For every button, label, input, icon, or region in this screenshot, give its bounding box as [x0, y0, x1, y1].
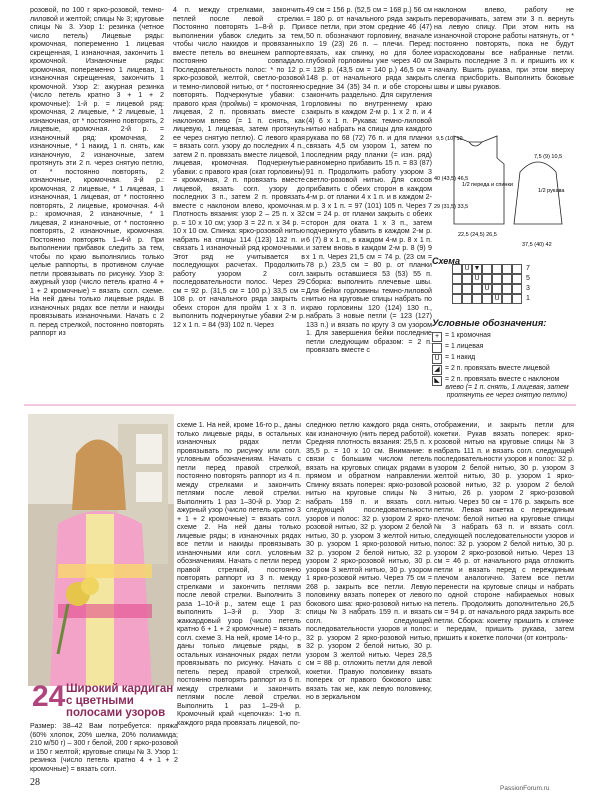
watermark: PassionForum.ru	[500, 785, 550, 792]
column-text: 4 п. между стрелками, закончить петлей после левой стрелки. Постоянно повторять 1–8-й р. При выполнении убавок следить за тем, чтобы число накидов и провязанных вместе петель во внешнем раппорте постоянно совпадало. Последовательность полос: * по 12 р. ярко-розовой, желтой, светло-розовой и темно-лиловой нитью, от * постоянно повторять. Подчеркнутые убавки: с правого края (проймы) = кромочная, 1 лицевая, 2 п. провязать вместе с наклоном влево (= 1 п. снять, как лицевую, 1 лицевая, затем протянуть ее через снятую петлю). С левого края = вязать согл. узору до последних 4 п., затем 2 п. провязать вместе лицевой, 1 лицевая, кромочная. Подчеркнутые убавки: с правого края (скат горловины) = кромочная, 2 п. провязать вместе лицевой, вязать согл. узору до последних 3 п., затем 2 п. провязать вместе с наклоном влево, кромочная. Плотность вязания: узор 2 – 25 п. x 32 р. = 10 x 10 см; узор 3 = 22 п. x 34 р. = 10 x 10 см. Спинка: ярко-розовой нитью набрать на спицы 114 (123) 132 п. и связать 1 изнаночный ряд кромочными. Этот ряд не учитывается в последующих расчетах. Продолжить работу узором 2 согл. последовательности полос. Через 29 см = 92 р. (31,5 см = 100 р.) 33,5 см = 108 р. от начального ряда закрыть с обеих сторон для пройм 1 x 3 п. и выполнить подчеркнутые убавки 2-м р. 12 x 1 п. = 84 (93) 102 п. Через	[173, 6, 305, 329]
row-number: 1	[526, 295, 530, 302]
legend-item	[432, 343, 582, 353]
column-text: 49 см = 156 р. (52,5 см = 168 р.) 56 см = 180 р. от начального ряда закрыть все петли, при этом средние 46 (47) 50 п. обозначают горловину, вначале по 19 (23) 26 п. – плечи. Перед: вязать, как спинку, но для более глубокой горловины уже через 40 см = 128 р. (43,5 см = 140 р.) 46,5 см = 148 р. от начального ряда закрыть средние 34 (35) 34 п. и обе стороны закончить раздельно. Для скругления горловины по внутреннему краю закрыть в каждом 2-м р. 1 x 2 п. и 4 (4) 6 x 1 п. Рукава: темно-лиловой нитью набрать на спицы для каждого рукава по 68 (72) 76 п. и для планки связать 4,5 см узором 1, затем по последним ряду планки (= изн. ряд) равномерно прибавить 15 п. = 83 (87) 91 п. Продолжить работу узором 3 светло-розовой нитью. Для скосов прибавить с обеих сторон в каждом 4-м р. от планки 4 x 1 п. и в каждом 2-м р. 3 x 1 п. = 97 (101) 105 п. Через 7 см = 24 р. от планки закрыть с обеих сторон для оката 1 x 3 п., затем подчеркнуто убавить в каждом 2-м р. 6 (7) 8 x 1 п., в каждом 4-м р. 8 x 1 п. и затем вновь в каждом 2-м р. 8 (9) 9 x 1 п. Через 21,5 см = 74 р. (23 см = 78 р.) 23,5 см = 80 р. от планки закрыть оставшиеся 53 (53) 55 п. Сборка: выполнить плечевые швы. Для бейки горловины темно-лиловой нитью на круговые спицы набрать по краю горловины 120 (124) 130 п., набрать 3 новые петли (= 123 (127) 133 п.) и вязать по кругу 3 см узором 1. Для завершения бейки последние петли следующим образом: = 2 п. провязать вместе с	[306, 6, 432, 354]
text-column-7	[434, 421, 574, 781]
text-column-5	[177, 421, 301, 781]
scheme-cell: ▼	[473, 265, 481, 272]
legend-text: = 2 п. провязать вместе с наклоном	[445, 376, 560, 383]
text-column-4	[434, 6, 574, 118]
legend-item	[432, 354, 582, 364]
column-text: следнюю петлю каждого ряда снять, как изнаночную (нить перед работой). Средняя плотность вязания: 25,5 п. x 35,5 р. = 10 x 10 см. Внимание: в связи с большим числом петель вязать на круговых спицах рядами в прямом и обратном направлении. Спинку вязать поперек: ярко-розовой нитью на круговые спицы № 3 набрать 159 п. и вязать согл. следующей последовательности узоров и полос: 32 р. узором 2 ярко-розовой нитью, 32 р. узором 2 белой нитью, 30 р. узором 3 желтой нитью, 30 р. узором 1 ярко-розовой нитью, 32 р. узором 2 белой нитью, 32 р. узором 2 ярко-розовой нитью, 30 р. узором 3 желтой нитью, 30 р. узором 1 ярко-розовой нитью. Через 75 см = 268 р. закрыть все петли. Левую половинку вязать поперек от левого бокового шва: ярко-розовой нитью на спицы № 3 набрать 159 п. и вязать согл. следующей последовательности узоров и полос: 32 р. узором 2 ярко-розовой нитью, 32 р. узором 2 белой нитью, 30 р. узором 3 желтой нитью. Через 28,5 см = 88 р. отложить петли для левой кокетки. Правую половинку вязать поперек от правого бокового шва: вязать так же, как левую половинку, но в зеркальном	[306, 421, 432, 701]
scheme-cell: U	[492, 294, 502, 304]
scheme-cell	[492, 274, 502, 284]
column-text: наклоном влево, работу не переворачивать, затем эти 3 п. вернуть на левую спицу. При этом нить на изнаночной стороне работы натянуть, от * постоянно повторять, пока не будут израсходованы все набранные петли. Закрыть последние 3 п. и пришить их к началу. Вшить рукава, при этом вверху слегка присборить. Выполнить боковые швы и швы рукавов.	[434, 6, 574, 91]
article-title: Широкий кардиган с цветными полосами узоров	[66, 683, 174, 719]
scheme-cell	[492, 284, 502, 294]
scheme-cell: U	[462, 264, 472, 274]
scheme-cell	[512, 284, 522, 294]
legend-text: = 2 п. провязать вместе лицевой	[445, 365, 550, 372]
scheme-title: Схема	[432, 256, 460, 266]
scheme-cell	[452, 264, 462, 274]
scheme-cell: U	[472, 274, 482, 284]
column-text: Размер: 38–42 Вам потребуется: пряжа (60% хлопок, 20% шелка, 20% полиамида; 210 м/50 г) – 300 г белой, 200 г ярко-розовой и 150 г желтой; круговые спицы № 3. Узор 1: резинка (число петель кратно 4 + 1 + 2 кромочные) = вязать согл.	[30, 722, 178, 773]
scheme-cell	[462, 274, 472, 284]
label-left-mid: 40 (43,5) 46,5	[434, 176, 469, 182]
label-widths: 22,5 (24,5) 26,5	[458, 232, 497, 238]
text-column-2	[173, 6, 305, 396]
scheme-cell	[512, 274, 522, 284]
scheme-cell	[462, 284, 472, 294]
knit-stitch-icon	[432, 343, 442, 353]
row-number: 7	[526, 265, 530, 272]
scheme-cell	[482, 274, 492, 284]
label-front: 1/2 переда и спинки	[462, 182, 513, 188]
scheme-cell	[502, 284, 512, 294]
scheme-cell	[482, 264, 492, 274]
column-text: схеме 1. На ней, кроме 16-го р., даны только лицевые ряды, в остальных изнаночных рядах петли провязывать по рисунку или согл. условным обозначениям. Начать с петли перед правой стрелкой, постоянно повторять раппорт из 4 п. между стрелками и закончить петлями после левой стрелки. Выполнить 1 раз 1–30-й р. Узор 2: ажурный узор (число петель кратно 3 + 1 + 2 кромочные) = вязать согл. схеме 2. На ней даны только лицевые ряды; в изнаночных рядах все петли и накиды провязывать изнаночными или согл. условным обозначениям. Начать с петли перед правой стрелкой, постоянно повторять раппорт из 3 п. между стрелками и закончить петлями после левой стрелки. Выполнить 3 раза 1–10-й р., затем еще 1 раз выполнить 1–3-й р. Узор 3: жаккардовый узор (число петель кратно 6 + 1 + 2 кромочные) = вязать согл. схеме 3. На ней, кроме 14-го р., даны только лицевые ряды, в остальных изнаночных рядах петли провязывать по рисунку. Начать с петель перед правой стрелкой, постоянно повторять раппорт из 6 п. между стрелками и закончить петлями после левой стрелки. Выполнить 1 раз 1–29-й р. Кромочный край «цепочка»: 1-ю п. каждого ряда провязать лицевой, по-	[177, 421, 301, 727]
scheme-cell	[462, 294, 472, 304]
scheme-cell	[452, 294, 462, 304]
k2tog-icon: ◢	[432, 365, 442, 375]
legend-title: Условные обозначения:	[432, 318, 547, 329]
scheme-cell	[502, 264, 512, 274]
scheme-cell	[452, 284, 462, 294]
scheme-cell	[512, 294, 522, 304]
text-column-3	[306, 6, 432, 396]
pattern-diagram	[434, 128, 582, 253]
legend	[432, 332, 582, 387]
legend-text: = 1 накид	[445, 354, 476, 361]
column-text: отображении, и закрыть петли для кокетки. Рукав вязать поперек: ярко-розовой нитью на круговые спицы № 3 набрать 111 п. и вязать согл. следующей последовательности узоров и полос: 32 р. узором 2 белой нитью, 30 р. узором 3 желтой нитью, 30 р. узором 1 ярко-розовой нитью, 32 р. узором 2 белой нитью, 26 р. узором 2 ярко-розовой нитью. Через 50 см = 176 р. закрыть все петли. Левая кокетка с переждиным плечом: белой нитью на круговые спицы № 3 набрать 63 п. и вязать согл. следующей последовательности узоров и полос: 32 р. узором 2 белой нитью, 30 р. узором 2 ярко-розовой нитью. Через 13 см = 46 р. от начального ряда отложить петли и вязать перед с переждиным плечом аналогично. Затем все петли перенести на круговые спицы и набрать по одной стороне набираемых новых петель. Продолжить дополнительно 26,5 см = 94 р. от начального ряда закрыть все петли. Сборка: кокетку пришить к спинке и передам, пришить рукава, затем пришить к кокетке полочки (от контроль-	[434, 421, 574, 642]
yarn-over-icon: U	[432, 354, 442, 364]
legend-item	[432, 332, 582, 342]
legend-text: = 1 кромочная	[445, 332, 491, 339]
scheme-cell	[502, 274, 512, 284]
text-column-1	[30, 6, 164, 396]
row-number: 5	[526, 275, 530, 282]
row-number: 3	[526, 285, 530, 292]
scheme-cell	[512, 264, 522, 274]
label-sleeve-width: 37,5 (40) 42	[522, 242, 552, 248]
legend-note: влево (= 1 п. снять, 1 лицевая, затем протянуть ее через снятую петлю)	[445, 384, 569, 399]
legend-item	[432, 365, 582, 375]
section-divider	[24, 404, 576, 406]
legend-text: = 1 лицевая	[445, 343, 484, 350]
scheme-cell	[482, 294, 492, 304]
label-left-top: 9,5 (10) 10	[436, 136, 463, 142]
scheme-cell	[492, 264, 502, 274]
materials-text	[30, 722, 178, 782]
scheme-cell	[502, 294, 512, 304]
scheme-cell	[472, 284, 482, 294]
model-photo	[28, 414, 174, 686]
scheme-cell	[472, 294, 482, 304]
label-left-bottom: 29 (31,5) 33,5	[434, 204, 469, 210]
edge-stitch-icon: +	[432, 332, 442, 342]
article-number: 24	[32, 680, 66, 713]
scheme-cell: U	[482, 284, 492, 294]
label-right-a: 7,5 (9) 10,5	[534, 154, 563, 160]
column-text: розовой, по 100 г ярко-розовой, темно-лиловой и желтой; спицы № 3; круговые спицы № 3. Узор 1: резинка (четное число петель) Лицевые ряды: кромочная, попеременно 1 лицевая скрещенная, 1 изнаночная, закончить 1 кромочной. Изнаночные ряды: кромочная, попеременно 1 лицевая, 1 изнаночная скрещенная, закончить 1 кромочной. Узор 2: ажурная резинка (число петель кратно 3 + 1 + 2 кромочные): 1-й р. = лицевой ряд: кромочная, 2 лицевые, * 2 лицевые, 1 изнаночная, от * постоянно повторять, 2 лицевые, кромочная. 2-й р. = изнаночный ряд: кромочная, 2 изнаночные, * 1 накид, 1 п. снять, как изнаночную, 2 изнаночные, затем протянуть эти 2 п. через снятую петлю, от * постоянно повторять, 2 изнаночные, кромочная. 3-й р.: кромочная, 2 лицевые, * 1 лицевая, 1 изнаночная, 1 лицевая, от * постоянно повторять, 2 лицевые, кромочная. 4-й р.: кромочная, 2 изнаночные, * 1 лицевая, 2 изнаночные, от * постоянно повторять, 2 изнаночные, кромочная. Постоянно повторять 1–4-й р. При выполнении прибавок следить за тем, чтобы по краю выполнялись только целые раппорты, в противном случае петли провязывать по рисунку. Узор 3: ажурный узор (число петель кратно 4 + 1 + 2 кромочные) = вязать согл. схеме. На ней даны только лицевые ряды. В изнаночных рядах все петли и накиды провязывать изнаночными. Начать с 2 п. перед стрелкой, постоянно повторять раппорт из	[30, 6, 164, 337]
scheme-cell	[452, 274, 462, 284]
label-sleeve: 1/2 рукава	[538, 188, 565, 194]
page-number: 28	[30, 777, 40, 788]
ssk-icon: ◣	[432, 376, 442, 386]
text-column-6	[306, 421, 432, 781]
